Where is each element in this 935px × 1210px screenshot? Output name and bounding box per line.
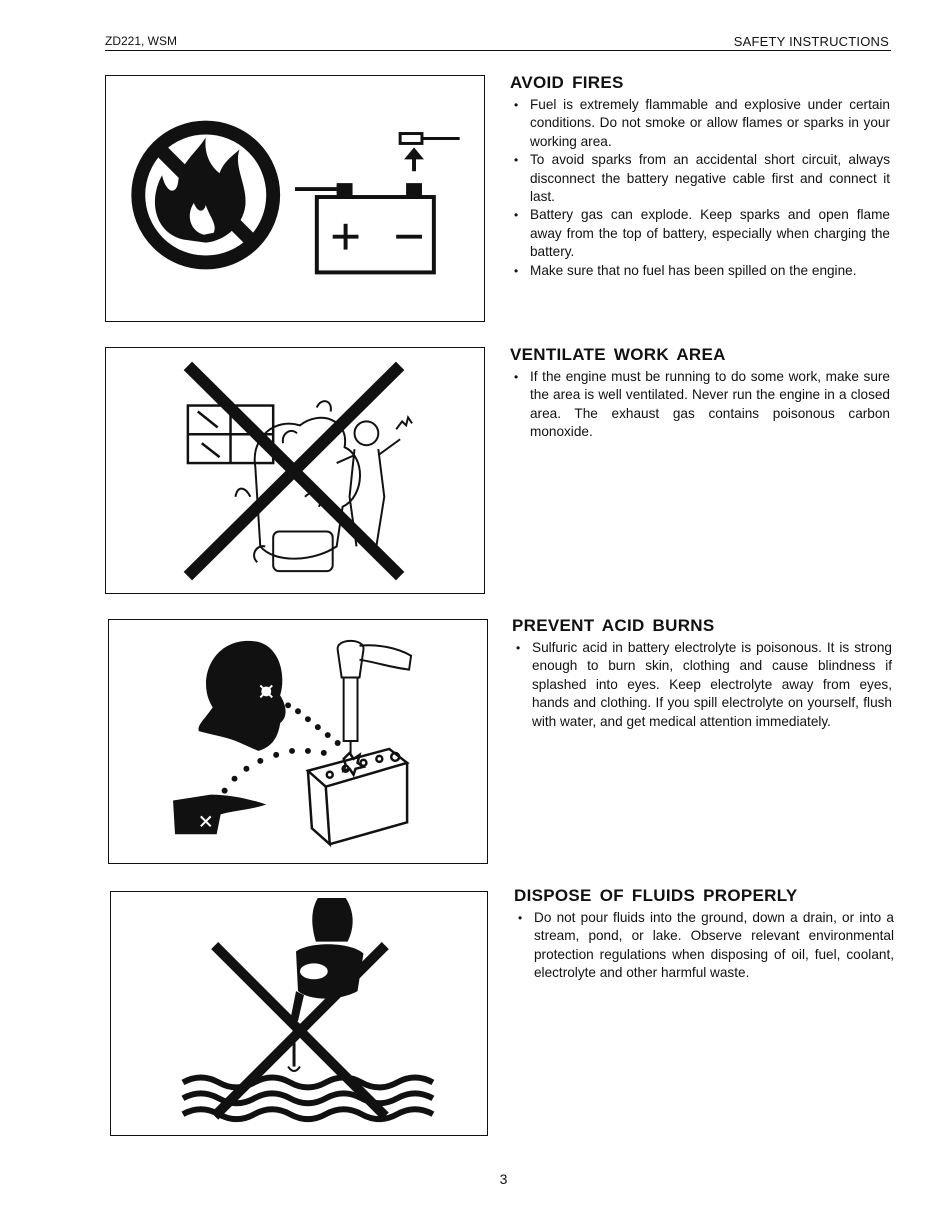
bullet-list (514, 909, 894, 983)
pouring-hand-icon (312, 898, 352, 942)
closed-room-exhaust-icon (106, 348, 484, 593)
section-dispose-fluids (514, 886, 894, 983)
section-title: DISPOSE OF FLUIDS PROPERLY (514, 886, 798, 905)
fluid-disposal-icon (111, 892, 487, 1135)
dropper-icon (338, 641, 411, 755)
battery-icon (295, 134, 460, 273)
bullet-item: • Sulfuric acid in battery electrolyte is poisonous. It is strong enough to burn skin, clothing and cause blindness if splashed into eyes. Keep electrolyte away from eyes, hands and clothing. If you spill electrolyte on yourself, flush with water, and get medical attention immediately. (512, 639, 892, 731)
section-title: AVOID FIRES (510, 73, 624, 92)
hand-icon (173, 795, 266, 835)
section-title: PREVENT ACID BURNS (512, 616, 715, 635)
figure-ventilate (105, 347, 485, 594)
battery-icon (308, 749, 407, 844)
figure-avoid-fires (105, 75, 485, 322)
section-avoid-fires (510, 73, 890, 280)
bullet-item: • To avoid sparks from an accidental short circuit, always disconnect the battery negative cable first and connect it last. (510, 151, 890, 206)
bullet-item: • Fuel is extremely flammable and explosive under certain conditions. Do not smoke or allow flames or sparks in your working area. (510, 96, 890, 151)
acid-splash-icon (109, 620, 487, 863)
header-rule (105, 50, 891, 51)
head-icon (199, 641, 286, 751)
bullet-list (512, 639, 892, 731)
bullet-item: • Do not pour fluids into the ground, down a drain, or into a stream, pond, or lake. Observe relevant environmental protection regulations when disposing of oil, fuel, coolant, electrolyte and other harmful waste. (514, 909, 894, 983)
figure-acid-burns (108, 619, 488, 864)
page-number: 3 (499, 1171, 508, 1187)
bullet-list (510, 96, 890, 280)
bullet-list (510, 368, 890, 442)
section-prevent-acid-burns (512, 616, 892, 731)
section-title: VENTILATE WORK AREA (510, 345, 726, 364)
header-section-title: SAFETY INSTRUCTIONS (733, 34, 889, 49)
bullet-item: • Battery gas can explode. Keep sparks and open flame away from the top of battery, especially when charging the battery. (510, 206, 890, 261)
figure-dispose-fluids (110, 891, 488, 1136)
bullet-item: • If the engine must be running to do some work, make sure the area is well ventilated. Never run the engine in a closed area. The exhaust gas contains poisonous carbon monoxide. (510, 368, 890, 442)
no-fire-battery-icon (106, 76, 484, 321)
header-model: ZD221, WSM (105, 34, 178, 48)
bullet-item: • Make sure that no fuel has been spilled on the engine. (510, 262, 890, 280)
section-ventilate-work-area (510, 345, 890, 442)
